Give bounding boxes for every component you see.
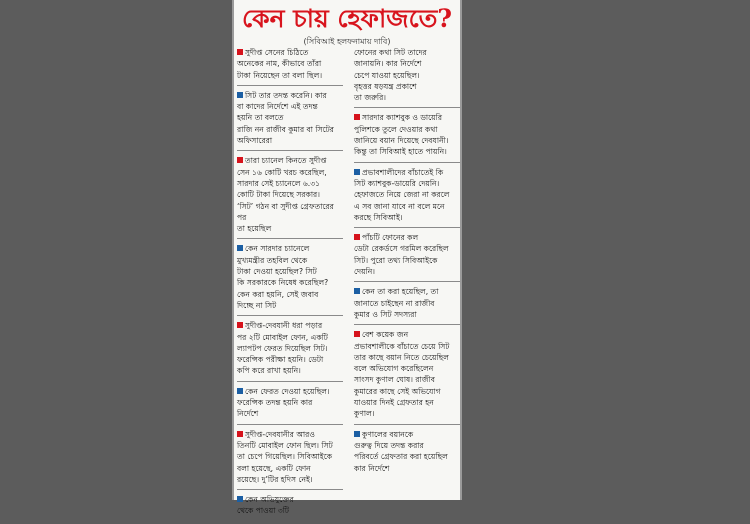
item-text-line: ল্যাপটপ ফেরত দিয়েছিল সিট।	[237, 343, 328, 353]
item-text-line: কুণালের বয়ানকে	[354, 429, 460, 440]
blue-square-bullet-icon	[354, 431, 360, 437]
item-text-line: সাংসদ কুণাল ঘোষ। রাজীব	[354, 375, 435, 385]
item-text-line: দিচ্ছে না সিট	[237, 300, 277, 310]
blue-square-bullet-icon	[237, 388, 243, 394]
newspaper-clipping	[232, 0, 462, 516]
blue-square-bullet-icon	[354, 288, 360, 294]
news-item	[354, 111, 460, 162]
news-item	[354, 46, 460, 108]
item-text-line: সারদার ক্যাশবুক ও ডায়েরি	[354, 112, 460, 123]
item-text-line: কেন করা হয়নি, সেই জবাব	[237, 289, 319, 299]
red-square-bullet-icon	[237, 322, 243, 328]
news-item	[354, 428, 460, 478]
item-text-line: কি সরকারকে নিষেধ করেছিল?	[237, 278, 329, 288]
red-square-bullet-icon	[354, 331, 360, 337]
item-text-line: সুদীপ্ত-দেবযানীর আরও	[237, 429, 343, 440]
item-text-line: তারা চ্যানেল কিনতে সুদীপ্ত	[237, 155, 343, 166]
news-item	[354, 231, 460, 282]
news-item	[237, 154, 343, 239]
item-text-line: করছে সিবিআই।	[354, 212, 403, 222]
blue-square-bullet-icon	[237, 496, 243, 502]
item-text-line: বেশ কয়েক জন	[354, 329, 460, 340]
item-text-line: সুদীপ্ত সেনের চিঠিতে	[237, 47, 343, 58]
item-text-line: কেন তা করা হয়েছিল, তা	[354, 286, 460, 297]
item-text-line: সুদীপ্ত-দেবযানী ধরা পড়ার	[237, 320, 343, 331]
item-text-line: কুমারের কাছে সেই অভিযোগ	[354, 386, 441, 396]
blue-square-bullet-icon	[237, 245, 243, 251]
red-square-bullet-icon	[237, 49, 243, 55]
item-text-line: ফোনের কথা সিট তাদের	[354, 48, 427, 57]
item-text-line: বা কাদের নির্দেশে এই তদন্ত	[237, 102, 318, 112]
news-item	[237, 319, 343, 381]
item-text-line: জানায়নি। কার নির্দেশে	[354, 59, 422, 69]
news-item	[354, 285, 460, 325]
subtitle: (সিবিআই হলফনামায় দাবি)	[303, 37, 391, 46]
item-text-line: যাওয়ার দিনই গ্রেফতার হন	[354, 398, 434, 408]
item-text-line: সেন ১৬ কোটি খরচ করেছিল,	[237, 167, 327, 177]
item-text-line: সিট ক্যাশবুক-ডায়েরি দেয়নি।	[354, 178, 440, 188]
item-text-line: অফিসারেরা	[237, 136, 273, 146]
item-text-line: ডেটা রেকর্ডসে গরমিল করেছিল	[354, 244, 449, 254]
item-text-line: কেন সারদার চ্যানেলে	[237, 243, 343, 254]
blue-square-bullet-icon	[237, 92, 243, 98]
item-text-line: অনেকের নাম, কীভাবে তাঁরা	[237, 59, 322, 69]
item-text-line: কুমার ও সিট সদস্যরা	[354, 309, 417, 319]
news-item	[354, 166, 460, 228]
item-text-line: তা হয়েছিল	[237, 224, 272, 234]
item-text-line: নির্দেশে	[237, 409, 259, 419]
item-text-line: সিট তার তদন্ত করেনি। কার	[237, 90, 343, 101]
item-text-line: টাকা নিয়েছেন তা বলা ছিল।	[237, 70, 323, 80]
item-text-line: বলা হয়েছে, একটি ফোন	[237, 463, 311, 473]
item-text-line: পর ২টি মোবাইল ফোন, একটি	[237, 332, 328, 342]
item-text-line: কিন্তু তা সিবিআই হাতে পায়নি।	[354, 147, 447, 157]
item-text-line: কেন ফেরত দেওয়া হয়েছিল।	[237, 386, 343, 397]
item-text-line: প্রভাবশালীকে বাঁচাতে চেয়ে সিট	[354, 341, 450, 351]
item-text-line: পাঁচটি ফোনের কল	[354, 232, 460, 243]
item-text-line: কার নির্দেশে	[354, 463, 390, 473]
item-text-line: তা জরুরি।	[354, 93, 386, 103]
blue-square-bullet-icon	[354, 169, 360, 175]
item-text-line: হেফাজতে নিয়ে জেরা না করলে	[354, 190, 450, 200]
item-text-line: দেয়নি।	[354, 267, 375, 277]
news-item	[237, 493, 343, 521]
item-text-line: পরিবর্তে গ্রেফতার করা হয়েছিল	[354, 452, 448, 462]
item-text-line: জানাতে চাইছেন না রাজীব	[354, 298, 435, 308]
item-text-line: মুখ্যমন্ত্রীর তহবিল থেকে	[237, 255, 308, 265]
item-text-line: এ সব জানা যাবে না বলে মনে	[354, 201, 445, 211]
news-item	[237, 428, 343, 490]
item-text-line: ‘সিট’ গঠন বা সুদীপ্ত গ্রেফতারের	[237, 201, 334, 211]
news-item	[237, 89, 343, 151]
item-text-line: রয়েছে। দু’টির হদিস নেই।	[237, 474, 313, 484]
right-column	[354, 46, 460, 481]
item-text-line: প্রভাবশালীদের বাঁচাতেই কি	[354, 167, 460, 178]
item-text-line: টাকা দেওয়া হয়েছিল? সিট	[237, 267, 317, 277]
red-square-bullet-icon	[237, 431, 243, 437]
news-item	[237, 242, 343, 316]
left-column	[237, 46, 343, 524]
item-text-line: রাজি নন রাজীব কুমার বা সিটের	[237, 124, 334, 134]
red-square-bullet-icon	[237, 157, 243, 163]
item-text-line: সারদার সেই চ্যানেলে ৬.৩১	[237, 178, 321, 188]
item-text-line: ফরেন্সিক পরীক্ষা হয়নি। ডেটা	[237, 355, 324, 365]
item-text-line: ফরেন্সিক তদন্ত হয়নি কার	[237, 398, 313, 408]
item-text-line: বৃহত্তর ষড়যন্ত্র প্রকাশে	[354, 81, 417, 91]
headline: কেন চায় হেফাজতে?	[241, 4, 453, 33]
item-text-line: চেপে যাওয়া হয়েছিল।	[354, 70, 420, 80]
item-text-line: পর	[237, 212, 247, 222]
news-item	[237, 385, 343, 425]
news-item	[237, 46, 343, 86]
red-square-bullet-icon	[354, 234, 360, 240]
item-text-line: তা চেপে গিয়েছিল। সিবিআইকে	[237, 452, 333, 462]
item-text-line: জানিয়ে বয়ান দিয়েছে দেবযানী।	[354, 136, 449, 146]
item-text-line: গুরুত্ব দিয়ে তদন্ত করার	[354, 440, 424, 450]
item-text-line: থেকে পাওয়া ৩টি	[237, 506, 290, 516]
item-text-line: বলে অভিযোগ করেছিলেন	[354, 364, 434, 374]
item-text-line: কোটি টাকা দিয়েছে সরকার।	[237, 190, 320, 200]
item-text-line: সিট। পুরো তথ্য সিবিআইকে	[354, 255, 438, 265]
news-item	[354, 328, 460, 424]
item-text-line: কেন অভিযুক্তের	[237, 494, 343, 505]
item-text-line: তিনটি মোবাইল ফোন ছিল। সিট	[237, 440, 333, 450]
item-text-line: কপি করে রাখা হয়নি।	[237, 366, 301, 376]
item-text-line: তার কাছে বয়ান নিতে চেয়েছিল	[354, 352, 449, 362]
item-text-line: হয়নি তা বলতে	[237, 113, 284, 123]
red-square-bullet-icon	[354, 114, 360, 120]
item-text-line: কুণাল।	[354, 409, 375, 419]
item-text-line: পুলিশকে তুলে দেওয়ার কথা	[354, 124, 438, 134]
